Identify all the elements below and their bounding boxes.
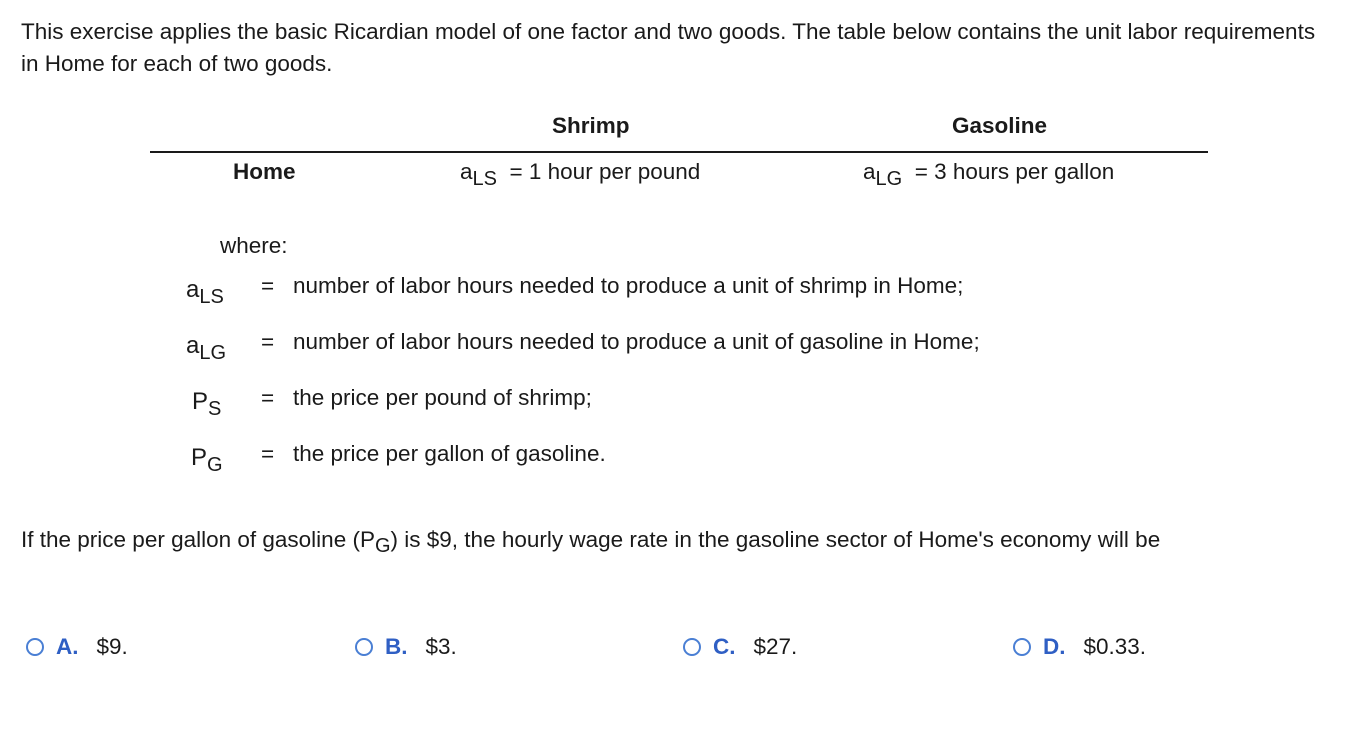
def-equals: = (261, 385, 275, 410)
def-text-alg: number of labor hours needed to produce a unit of gasoline in Home; (293, 329, 980, 354)
option-d[interactable] (1013, 632, 1146, 662)
intro-paragraph: This exercise applies the basic Ricardian model of one factor and two goods. The table below contains the unit labor requirements in Home for each of two goods. (21, 19, 1316, 76)
sub-ls: LS (472, 168, 497, 190)
var-a: a (460, 159, 473, 184)
def-text-pg: the price per gallon of gasoline. (293, 441, 606, 466)
value-shrimp: = 1 hour per pound (509, 159, 701, 184)
def-equals: = (261, 273, 275, 298)
radio-icon[interactable] (683, 638, 701, 656)
option-text: $3. (425, 634, 457, 659)
def-text-als: number of labor hours needed to produce a unit of shrimp in Home; (293, 273, 964, 298)
var-a: a (863, 159, 876, 184)
option-a[interactable] (26, 632, 128, 662)
radio-icon[interactable] (355, 638, 373, 656)
def-symbol-ps: $P_S$ (192, 388, 222, 420)
sub-lg: LG (875, 168, 903, 190)
def-symbol-pg: $P_G$ (191, 444, 223, 476)
def-equals: = (261, 441, 275, 466)
column-header-gasoline: Gasoline (952, 113, 1048, 138)
option-letter: B. (385, 634, 408, 659)
option-c[interactable] (683, 632, 797, 662)
def-symbol-alg: $a_{LG}$ (186, 332, 227, 364)
column-header-shrimp: Shrimp (552, 113, 630, 138)
question-text: If the price per gallon of gasoline (PG) is $9, the hourly wage rate in the gasoline sector of Home's economy will be (21, 527, 1161, 557)
option-text: $0.33. (1083, 634, 1147, 659)
cell-shrimp (460, 159, 701, 190)
table-rule (150, 151, 1208, 153)
def-equals: = (261, 329, 275, 354)
option-letter: A. (56, 634, 79, 659)
option-letter: D. (1043, 634, 1066, 659)
def-symbol-als: $a_{LS}$ (186, 276, 224, 308)
radio-icon[interactable] (1013, 638, 1031, 656)
value-gasoline: = 3 hours per gallon (914, 159, 1115, 184)
radio-icon[interactable] (26, 638, 44, 656)
option-text: $27. (753, 634, 798, 659)
option-letter: C. (713, 634, 736, 659)
cell-gasoline (863, 159, 1115, 190)
option-b[interactable] (355, 632, 457, 662)
where-label: where: (220, 233, 288, 258)
def-text-ps: the price per pound of shrimp; (293, 385, 592, 410)
row-label-home: Home (233, 159, 296, 184)
option-text: $9. (96, 634, 128, 659)
